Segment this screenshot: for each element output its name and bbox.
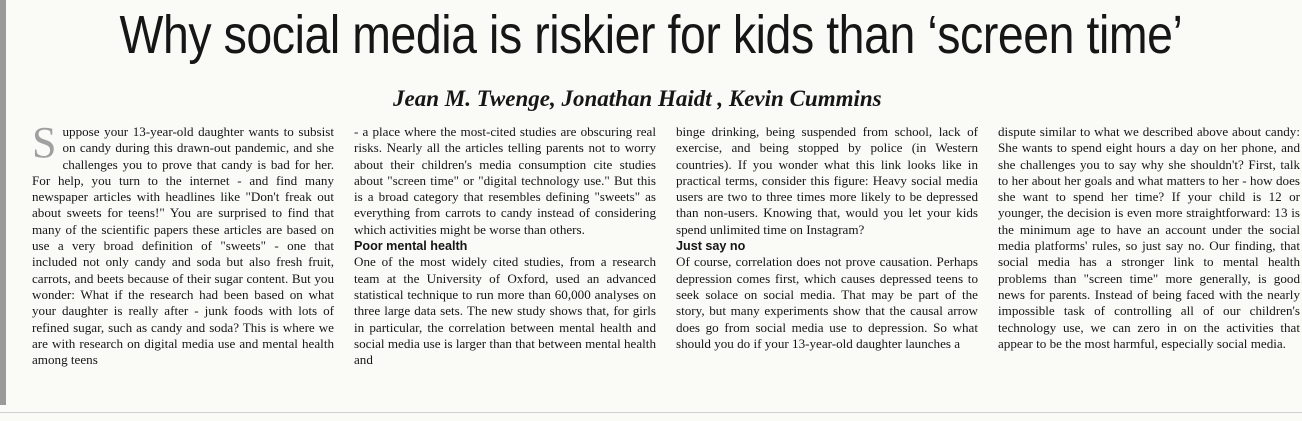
article-column-2 (354, 124, 656, 410)
paragraph: Of course, correlation does not prove causation. Perhaps depression comes first, which causes depressed teens to seek solace on social media. That may be part of the story, but many experiments show that the causal arrow does go from social media use to depression. So what should you do if your 13-year-old daughter launches a (676, 254, 978, 351)
paragraph: - a place where the most-cited studies are obscuring real risks. Nearly all the articles telling parents not to worry about their children's media consumption cite studies about "screen time" or "digital technology use." But this is a broad category that resembles defining "sweets" as everything from carrots to candy instead of considering which activities might be worse than others. (354, 124, 656, 237)
byline: Jean M. Twenge, Jonathan Haidt , Kevin Cummins (393, 86, 882, 111)
subheading-poor-mental-health: Poor mental health (354, 239, 468, 254)
paragraph (32, 124, 334, 368)
subheading-just-say-no: Just say no (676, 239, 746, 254)
paragraph: One of the most widely cited studies, from a research team at the University of Oxford, used an advanced statistical technique to run more than 60,000 analyses on three large data sets. The new study shows that, for girls in particular, the correlation between mental health and social media use is larger than that between mental health and (354, 254, 656, 368)
bottom-divider (0, 412, 1302, 413)
paragraph-text: uppose your 13-year-old daughter wants to subsist on candy during this drawn-out pandemic, and she challenges you to prove that candy is bad for her. For help, you turn to the internet - and find many newspaper articles with headlines like "Don't freak out about sweets for teens!" You are surprised to find that many of the scientific papers these articles are based on use a very broad definition of "sweets" - one that included not only candy and soda but also fresh fruit, carrots, and beets because of their sugar content. But you wonder: What if the research had been based on what your daughter is really after - junk foods with lots of refined sugar, such as candy and soda? This is where we are with research on digital media use and mental health among teens (32, 124, 334, 368)
drop-cap: S (32, 124, 57, 167)
left-margin-rule (0, 0, 6, 405)
article-body (32, 124, 1300, 410)
paragraph: dispute similar to what we described above about candy: She wants to spend eight hours a day on her phone, and she challenges you to say why she shouldn't? First, talk to her about her goals and what matters to her - how does she want to spend her time? If your child is 12 or younger, the decision is even more straightforward: 13 is the minimum age to have an account under the social media platforms' rules, so just say no. Our finding, that social media has a stronger link to mental health problems than "screen time" more generally, is good news for parents. Instead of being faced with the nearly impossible task of controlling all of our children's technology use, we can zero in on the activities that appear to be the most harmful, especially social media. (998, 124, 1300, 351)
article-column-3 (676, 124, 978, 410)
article-column-4 (998, 124, 1300, 410)
headline: Why social media is riskier for kids than ‘screen time’ (119, 5, 1183, 65)
paragraph: binge drinking, being suspended from school, lack of exercise, and being stopped by police (in Western countries). If you wonder what this link looks like in practical terms, consider this figure: Heavy social media users are two to three times more likely to be depressed than non-users. Knowing that, would you let your kids spend unlimited time on Instagram? (676, 124, 978, 237)
article-column-1 (32, 124, 334, 410)
